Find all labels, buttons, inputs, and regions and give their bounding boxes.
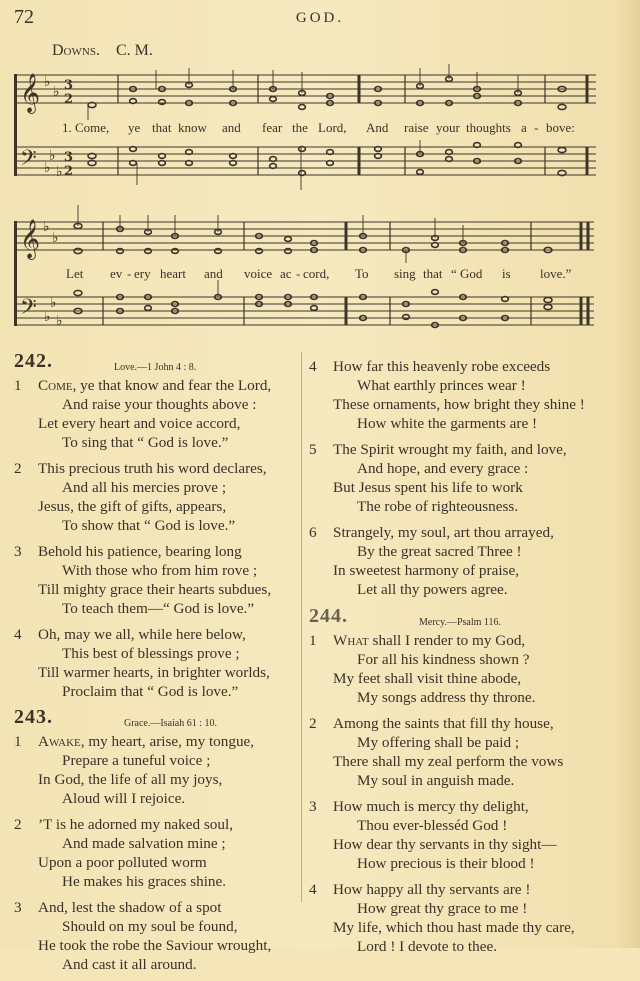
svg-text:♭: ♭: [56, 313, 63, 329]
tune-name: Downs.: [52, 42, 100, 59]
svg-text:2: 2: [64, 92, 74, 107]
verse-text: How happy all thy servants are !: [333, 881, 531, 898]
verse-line: Thou ever-blesséd God !: [357, 817, 508, 834]
lyric-syllable: And: [366, 120, 389, 135]
svg-text:♭: ♭: [49, 148, 56, 164]
verse-text: Among the saints that fill thy house,: [333, 715, 554, 732]
verse-number: 1: [14, 377, 22, 394]
lyric-syllable: ery: [134, 266, 151, 281]
verse-line: [14, 376, 299, 395]
verse-number: 3: [309, 798, 317, 815]
verse-line: He took the robe the Saviour wrought,: [38, 937, 272, 954]
verse-line: By the great sacred Three !: [357, 543, 522, 560]
lyric-syllable: “ God: [451, 266, 483, 281]
verse-1: [309, 631, 609, 707]
verse-line: [309, 880, 609, 899]
verse-text: Come, ye that know and fear the Lord,: [38, 377, 272, 394]
svg-text:𝄞: 𝄞: [20, 219, 41, 259]
hymn-number: 243.: [14, 706, 53, 728]
svg-text:♭: ♭: [44, 160, 51, 176]
verse-line: He makes his graces shine.: [62, 873, 227, 890]
verse-line: Upon a poor polluted worm: [38, 854, 207, 871]
hymn-reference: Grace.—Isaiah 61 : 10.: [124, 718, 218, 729]
verse-line: My soul in anguish made.: [357, 772, 515, 789]
verse-number: 2: [14, 816, 22, 833]
verse-4: [309, 357, 609, 433]
verse-line: In sweetest harmony of praise,: [333, 562, 519, 579]
left-column: [14, 352, 299, 981]
verse-line: [309, 440, 609, 459]
lyric-syllable: 1. Come,: [62, 120, 110, 135]
verse-number: 1: [14, 733, 22, 750]
lyrics-system-1: [0, 120, 640, 138]
hymn-243-verses-right: [309, 357, 609, 599]
lyric-syllable: sing: [394, 266, 416, 281]
verse-5: [309, 440, 609, 516]
verse-line: Lord ! I devote to thee.: [357, 938, 498, 955]
verse-number: 6: [309, 524, 317, 541]
verse-text: Awake, my heart, arise, my tongue,: [38, 733, 255, 750]
music-score: [0, 0, 640, 345]
svg-text:𝄞: 𝄞: [20, 73, 41, 113]
verse-line: And raise your thoughts above :: [62, 396, 257, 413]
verse-text: Strangely, my soul, art thou arrayed,: [333, 524, 554, 541]
verse-number: 1: [309, 632, 317, 649]
lyric-syllable: know: [178, 120, 207, 135]
verse-line: Should on my soul be found,: [62, 918, 238, 935]
staff-bass-1: [16, 147, 596, 175]
lyric-syllable: cord,: [303, 266, 330, 281]
lyric-syllable: that: [152, 120, 172, 135]
right-column: [309, 357, 609, 963]
verse-line: [309, 714, 609, 733]
verse-line: In God, the life of all my joys,: [38, 771, 223, 788]
verse-line: And cast it all around.: [62, 956, 197, 973]
staff-treble-1: [16, 75, 596, 103]
verse-line: Jesus, the gift of gifts, appears,: [38, 498, 227, 515]
lyric-syllable: your: [436, 120, 460, 135]
lyric-syllable: is: [502, 266, 511, 281]
verse-2: [14, 815, 299, 891]
svg-text:3: 3: [64, 78, 74, 93]
verse-1: [14, 376, 299, 452]
verse-line: Proclaim that “ God is love.”: [62, 683, 239, 700]
svg-text:♭: ♭: [44, 74, 51, 90]
verse-line: Till mighty grace their hearts subdues,: [38, 581, 272, 598]
lyric-syllable: -: [534, 120, 539, 135]
verse-3: [14, 898, 299, 974]
verse-line: [14, 459, 299, 478]
verse-line: What earthly princes wear !: [357, 377, 526, 394]
verse-line: [309, 357, 609, 376]
verse-line: My songs address thy throne.: [357, 689, 536, 706]
verse-line: [309, 631, 609, 650]
verse-line: For all his kindness shown ?: [357, 651, 530, 668]
column-divider: [301, 352, 302, 902]
lyric-syllable: To: [355, 266, 369, 281]
lyric-syllable: ye: [128, 120, 141, 135]
svg-text:𝄢: 𝄢: [20, 295, 37, 325]
verse-number: 3: [14, 543, 22, 560]
svg-text:♭: ♭: [43, 219, 50, 235]
verse-line: How white the garments are !: [357, 415, 538, 432]
verse-number: 5: [309, 441, 317, 458]
verse-line: Till warmer hearts, in brighter worlds,: [38, 664, 270, 681]
verse-line: My feet shall visit thine abode,: [333, 670, 522, 687]
lyric-syllable: -: [296, 266, 301, 281]
svg-text:♭: ♭: [44, 309, 51, 325]
lyric-syllable: ev: [110, 266, 123, 281]
verse-line: To teach them—“ God is love.”: [62, 600, 255, 617]
hymn-heading-242: [14, 352, 299, 376]
verse-6: [309, 523, 609, 599]
verse-line: This best of blessings prove ;: [62, 645, 240, 662]
svg-text:2: 2: [64, 164, 74, 179]
verse-line: With those who from him rove ;: [62, 562, 258, 579]
verse-line: And hope, and every grace :: [357, 460, 529, 477]
verse-line: [14, 815, 299, 834]
svg-text:♭: ♭: [52, 230, 59, 246]
hymn-reference: Mercy.—Psalm 116.: [419, 617, 502, 628]
lyric-syllable: Let: [66, 266, 84, 281]
lyric-syllable: -: [127, 266, 132, 281]
hymn-heading-244: [309, 607, 609, 631]
verse-line: To sing that “ God is love.”: [62, 434, 229, 451]
hymn-243-verses-left: [14, 732, 299, 974]
verse-number: 2: [309, 715, 317, 732]
page-number: 72: [14, 6, 34, 28]
lyric-syllable: voice: [244, 266, 273, 281]
verse-3: [309, 797, 609, 873]
hymn-reference: Love.—1 John 4 : 8.: [114, 362, 197, 373]
verse-line: [309, 797, 609, 816]
verse-number: 4: [309, 358, 317, 375]
lyric-syllable: the: [292, 120, 308, 135]
lyric-syllable: raise: [404, 120, 429, 135]
verse-line: But Jesus spent his life to work: [333, 479, 523, 496]
verse-text: This precious truth his word declares,: [38, 460, 267, 477]
svg-text:♭: ♭: [50, 295, 57, 311]
verse-line: My offering shall be paid ;: [357, 734, 520, 751]
verse-line: The robe of righteousness.: [357, 498, 519, 515]
verse-1: [14, 732, 299, 808]
lyric-syllable: that: [423, 266, 443, 281]
verse-3: [14, 542, 299, 618]
lyric-syllable: and: [204, 266, 223, 281]
verse-text: How far this heavenly robe exceeds: [333, 358, 551, 375]
verse-line: To show that “ God is love.”: [62, 517, 236, 534]
verse-line: Prepare a tuneful voice ;: [62, 752, 211, 769]
running-title: GOD.: [295, 10, 345, 26]
verse-number: 2: [14, 460, 22, 477]
lyrics-system-2: [0, 266, 640, 284]
hymn-242-verses: [14, 376, 299, 701]
verse-text: Behold his patience, bearing long: [38, 543, 242, 560]
tune-meter: C. M.: [115, 42, 153, 59]
verse-2: [14, 459, 299, 535]
lyric-syllable: ac: [280, 266, 292, 281]
verse-text: The Spirit wrought my faith, and love,: [333, 441, 567, 458]
lyric-syllable: and: [222, 120, 241, 135]
verse-number: 4: [14, 626, 22, 643]
verse-line: [14, 732, 299, 751]
verse-line: How precious is their blood !: [357, 855, 535, 872]
verse-number: 4: [309, 881, 317, 898]
hymn-244-verses: [309, 631, 609, 956]
lyric-syllable: love.”: [540, 266, 572, 281]
verse-4: [14, 625, 299, 701]
svg-text:♭: ♭: [53, 84, 60, 100]
hymn-number: 244.: [309, 605, 348, 627]
lyric-syllable: fear: [262, 120, 283, 135]
svg-text:𝄢: 𝄢: [20, 146, 37, 176]
verse-line: How great thy grace to me !: [357, 900, 528, 917]
svg-text:♭: ♭: [56, 164, 63, 180]
verse-line: And made salvation mine ;: [62, 835, 226, 852]
lyric-syllable: bove:: [546, 120, 575, 135]
verse-line: [309, 523, 609, 542]
verse-line: My life, which thou hast made thy care,: [333, 919, 575, 936]
verse-text: How much is mercy thy delight,: [333, 798, 529, 815]
verse-text: Oh, may we all, while here below,: [38, 626, 246, 643]
verse-text: And, lest the shadow of a spot: [38, 899, 222, 916]
lyric-syllable: Lord,: [318, 120, 347, 135]
verse-line: Aloud will I rejoice.: [62, 790, 186, 807]
verse-line: How dear thy servants in thy sight—: [333, 836, 557, 853]
verse-text: ’T is he adorned my naked soul,: [38, 816, 234, 833]
lyric-syllable: heart: [160, 266, 186, 281]
verse-line: Let all thy powers agree.: [357, 581, 508, 598]
verse-4: [309, 880, 609, 956]
verse-line: [14, 542, 299, 561]
lyric-syllable: thoughts: [466, 120, 511, 135]
verse-2: [309, 714, 609, 790]
verse-line: [14, 898, 299, 917]
verse-number: 3: [14, 899, 22, 916]
hymn-number: 242.: [14, 350, 53, 372]
verse-line: And all his mercies prove ;: [62, 479, 227, 496]
lyric-syllable: a: [521, 120, 527, 135]
verse-line: These ornaments, how bright they shine !: [333, 396, 585, 413]
svg-text:3: 3: [64, 150, 74, 165]
hymn-heading-243: [14, 708, 299, 732]
verse-line: [14, 625, 299, 644]
verse-text: What shall I render to my God,: [333, 632, 526, 649]
verse-line: There shall my zeal perform the vows: [333, 753, 564, 770]
verse-line: Let every heart and voice accord,: [38, 415, 241, 432]
